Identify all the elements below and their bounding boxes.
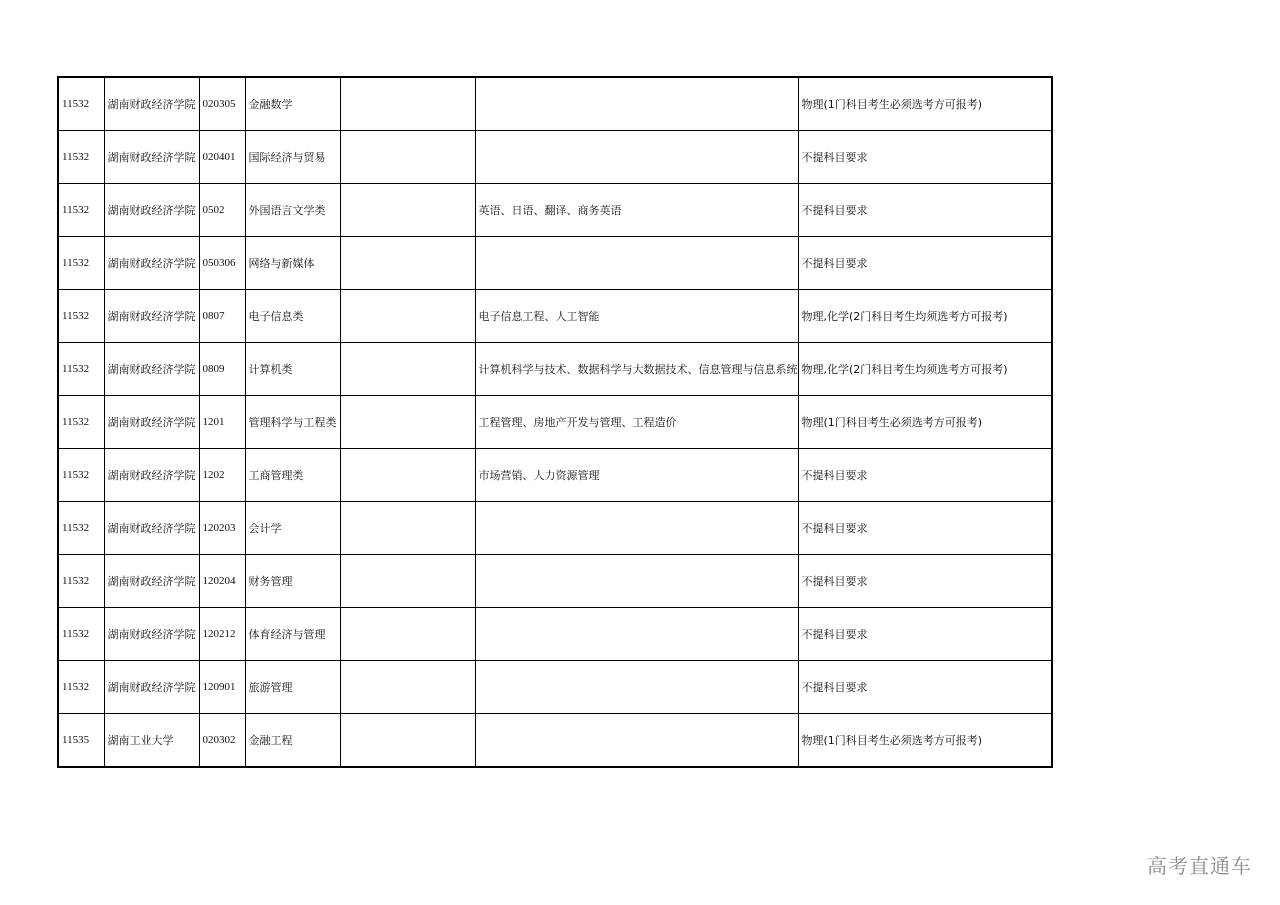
- table-row: [58, 714, 1052, 768]
- school-name-cell: 湖南财政经济学院: [104, 449, 199, 502]
- major-code-cell: 0809: [199, 343, 245, 396]
- major-name-cell: 外国语言文学类: [245, 184, 340, 237]
- subject-requirement-cell: 物理,化学(2门科目考生均须选考方可报考): [798, 343, 1052, 396]
- major-code-cell: 020305: [199, 77, 245, 131]
- school-name-cell: 湖南财政经济学院: [104, 396, 199, 449]
- included-majors-cell: 计算机科学与技术、数据科学与大数据技术、信息管理与信息系统: [475, 343, 798, 396]
- table-row: [58, 555, 1052, 608]
- school-name-cell: 湖南财政经济学院: [104, 77, 199, 131]
- major-code-cell: 020302: [199, 714, 245, 768]
- empty-cell: [340, 77, 475, 131]
- table-row: [58, 237, 1052, 290]
- table-row: [58, 396, 1052, 449]
- included-majors-cell: [475, 502, 798, 555]
- empty-cell: [340, 714, 475, 768]
- table-row: [58, 449, 1052, 502]
- school-name-cell: 湖南财政经济学院: [104, 502, 199, 555]
- included-majors-cell: 市场营销、人力资源管理: [475, 449, 798, 502]
- subject-requirement-cell: 不提科目要求: [798, 661, 1052, 714]
- table-row: [58, 502, 1052, 555]
- school-code-cell: 11535: [58, 714, 104, 768]
- empty-cell: [340, 184, 475, 237]
- table-row: [58, 77, 1052, 131]
- major-code-cell: 0807: [199, 290, 245, 343]
- table-row: [58, 290, 1052, 343]
- included-majors-cell: [475, 237, 798, 290]
- major-code-cell: 120212: [199, 608, 245, 661]
- major-name-cell: 网络与新媒体: [245, 237, 340, 290]
- major-name-cell: 电子信息类: [245, 290, 340, 343]
- empty-cell: [340, 449, 475, 502]
- empty-cell: [340, 555, 475, 608]
- subject-requirement-cell: 物理,化学(2门科目考生均须选考方可报考): [798, 290, 1052, 343]
- major-name-cell: 金融数学: [245, 77, 340, 131]
- table-body: [58, 77, 1052, 767]
- included-majors-cell: 英语、日语、翻译、商务英语: [475, 184, 798, 237]
- school-code-cell: 11532: [58, 661, 104, 714]
- empty-cell: [340, 661, 475, 714]
- subject-requirement-cell: 不提科目要求: [798, 449, 1052, 502]
- major-name-cell: 工商管理类: [245, 449, 340, 502]
- subject-requirement-cell: 不提科目要求: [798, 184, 1052, 237]
- empty-cell: [340, 237, 475, 290]
- major-name-cell: 管理科学与工程类: [245, 396, 340, 449]
- empty-cell: [340, 502, 475, 555]
- school-name-cell: 湖南财政经济学院: [104, 343, 199, 396]
- table-row: [58, 131, 1052, 184]
- school-code-cell: 11532: [58, 237, 104, 290]
- major-code-cell: 1202: [199, 449, 245, 502]
- major-code-cell: 120204: [199, 555, 245, 608]
- school-name-cell: 湖南财政经济学院: [104, 131, 199, 184]
- subject-requirement-cell: 不提科目要求: [798, 502, 1052, 555]
- included-majors-cell: [475, 661, 798, 714]
- included-majors-cell: [475, 131, 798, 184]
- school-code-cell: 11532: [58, 343, 104, 396]
- subject-requirement-cell: 不提科目要求: [798, 237, 1052, 290]
- table-row: [58, 608, 1052, 661]
- empty-cell: [340, 608, 475, 661]
- major-name-cell: 金融工程: [245, 714, 340, 768]
- major-name-cell: 旅游管理: [245, 661, 340, 714]
- school-name-cell: 湖南财政经济学院: [104, 290, 199, 343]
- subject-requirement-cell: 不提科目要求: [798, 131, 1052, 184]
- school-name-cell: 湖南工业大学: [104, 714, 199, 768]
- school-code-cell: 11532: [58, 555, 104, 608]
- major-name-cell: 财务管理: [245, 555, 340, 608]
- major-code-cell: 0502: [199, 184, 245, 237]
- major-name-cell: 会计学: [245, 502, 340, 555]
- included-majors-cell: [475, 555, 798, 608]
- included-majors-cell: [475, 77, 798, 131]
- school-code-cell: 11532: [58, 502, 104, 555]
- school-code-cell: 11532: [58, 77, 104, 131]
- major-name-cell: 体育经济与管理: [245, 608, 340, 661]
- school-code-cell: 11532: [58, 449, 104, 502]
- school-name-cell: 湖南财政经济学院: [104, 555, 199, 608]
- major-code-cell: 050306: [199, 237, 245, 290]
- subject-requirement-cell: 物理(1门科目考生必须选考方可报考): [798, 714, 1052, 768]
- table-row: [58, 343, 1052, 396]
- school-name-cell: 湖南财政经济学院: [104, 237, 199, 290]
- major-code-cell: 1201: [199, 396, 245, 449]
- subject-requirement-cell: 不提科目要求: [798, 608, 1052, 661]
- empty-cell: [340, 290, 475, 343]
- subject-requirement-cell: 物理(1门科目考生必须选考方可报考): [798, 396, 1052, 449]
- watermark-text: 高考直通车: [1147, 854, 1252, 878]
- table-row: [58, 661, 1052, 714]
- school-code-cell: 11532: [58, 184, 104, 237]
- subject-requirement-cell: 不提科目要求: [798, 555, 1052, 608]
- included-majors-cell: 电子信息工程、人工智能: [475, 290, 798, 343]
- empty-cell: [340, 131, 475, 184]
- included-majors-cell: 工程管理、房地产开发与管理、工程造价: [475, 396, 798, 449]
- school-name-cell: 湖南财政经济学院: [104, 184, 199, 237]
- empty-cell: [340, 396, 475, 449]
- major-name-cell: 计算机类: [245, 343, 340, 396]
- subject-requirement-cell: 物理(1门科目考生必须选考方可报考): [798, 77, 1052, 131]
- school-name-cell: 湖南财政经济学院: [104, 661, 199, 714]
- included-majors-cell: [475, 608, 798, 661]
- major-code-cell: 120901: [199, 661, 245, 714]
- school-code-cell: 11532: [58, 290, 104, 343]
- major-code-cell: 120203: [199, 502, 245, 555]
- major-name-cell: 国际经济与贸易: [245, 131, 340, 184]
- school-code-cell: 11532: [58, 396, 104, 449]
- table-row: [58, 184, 1052, 237]
- included-majors-cell: [475, 714, 798, 768]
- major-code-cell: 020401: [199, 131, 245, 184]
- school-code-cell: 11532: [58, 131, 104, 184]
- empty-cell: [340, 343, 475, 396]
- school-code-cell: 11532: [58, 608, 104, 661]
- school-name-cell: 湖南财政经济学院: [104, 608, 199, 661]
- subject-requirements-table: [57, 76, 1053, 768]
